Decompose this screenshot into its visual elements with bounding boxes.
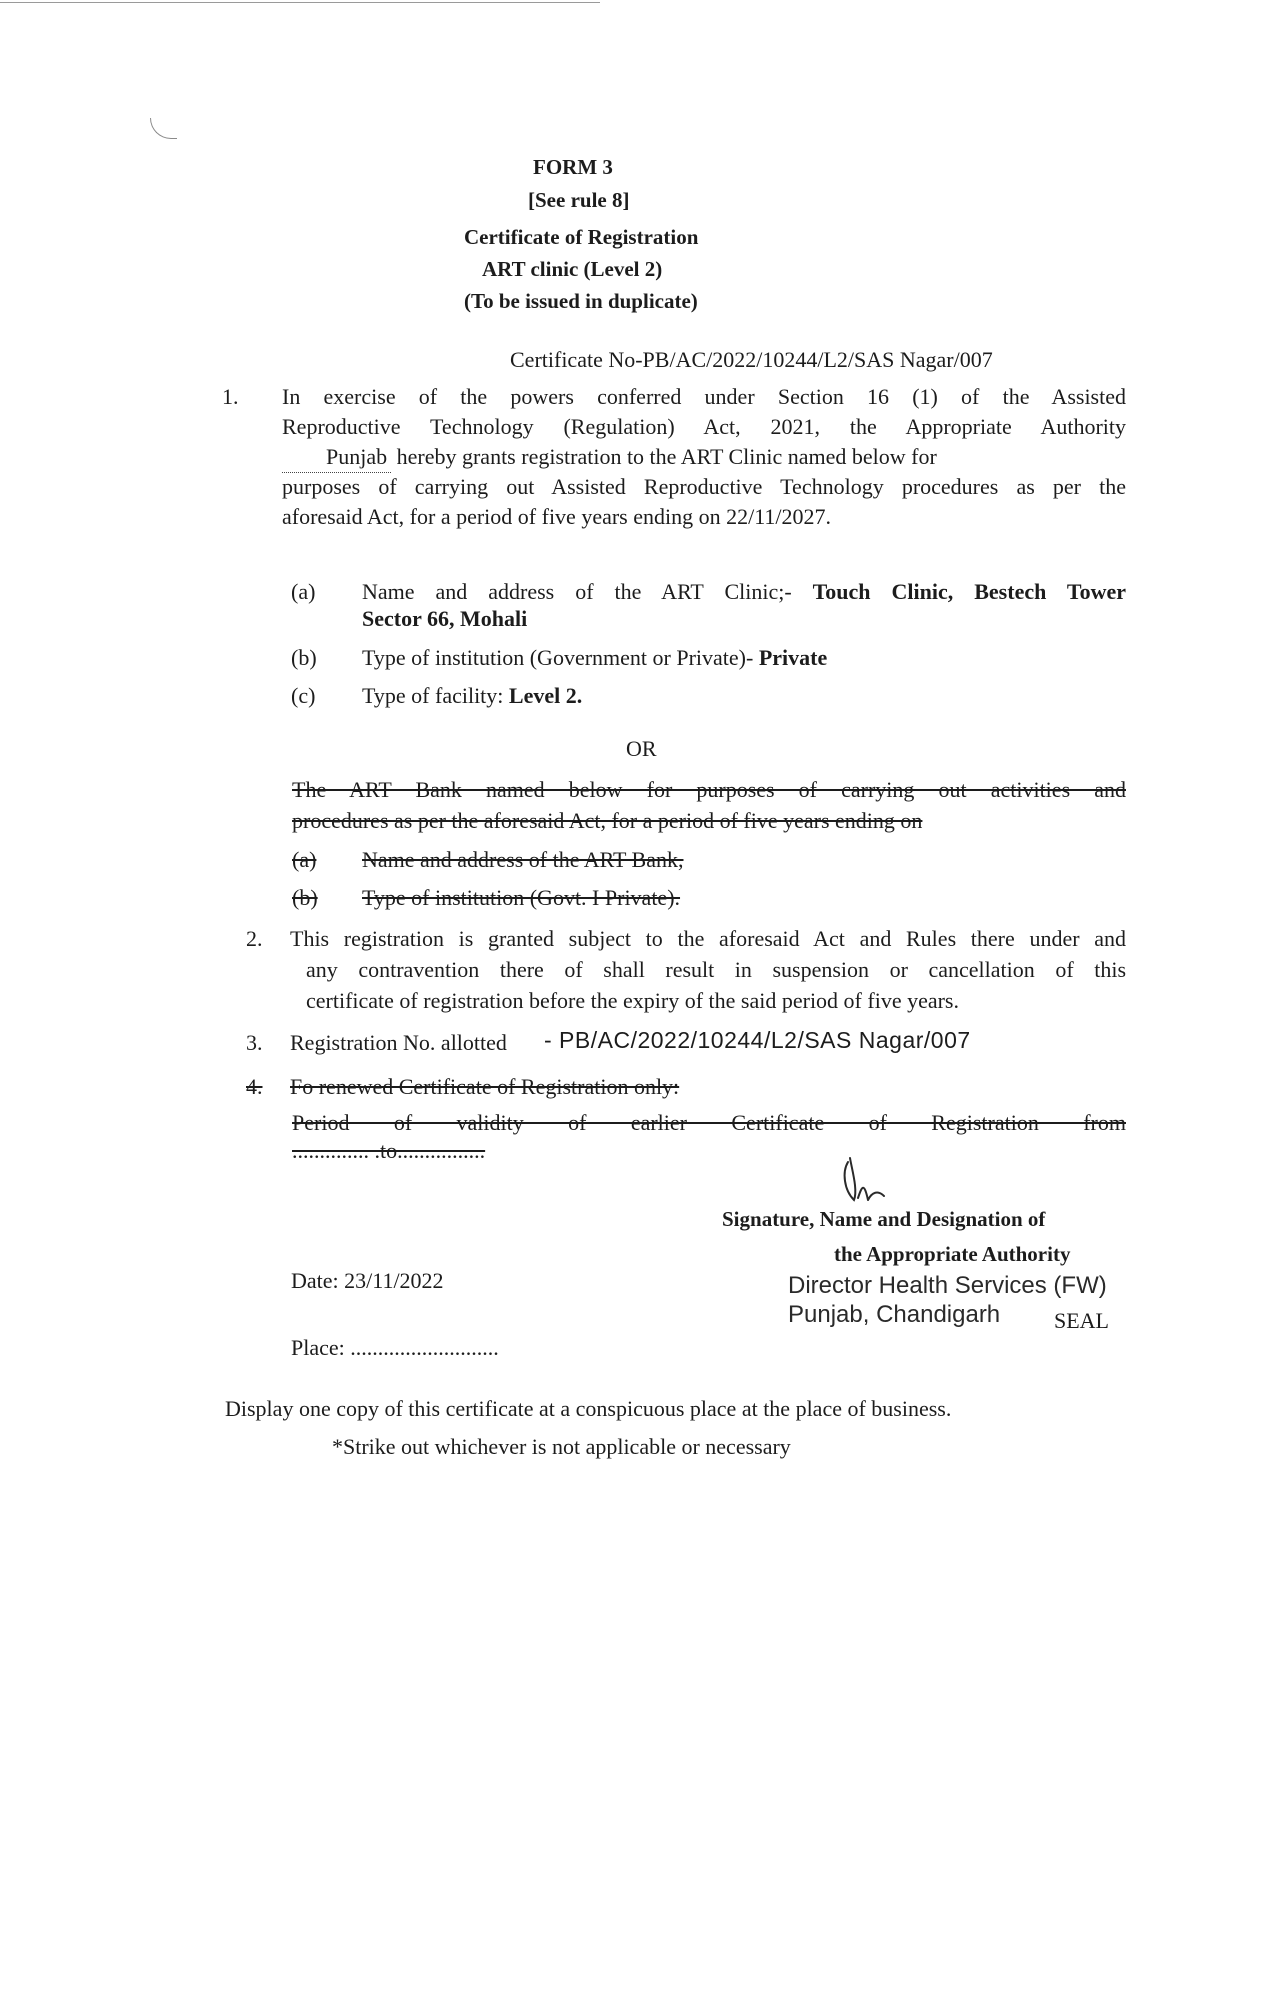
registration-number: - PB/AC/2022/10244/L2/SAS Nagar/007 <box>544 1027 971 1053</box>
para1-line4: purposes of carrying out Assisted Reproductive Technology procedures as per the <box>282 474 1126 499</box>
para4-number: 4. <box>246 1074 263 1099</box>
bank-item-a-text: Name and address of the ART Bank, <box>362 847 684 872</box>
item-c-description: Type of facility: <box>362 683 509 708</box>
item-a-description: Name and address of the ART Clinic;- <box>362 579 813 604</box>
item-b-description: Type of institution (Government or Private)- <box>362 645 759 670</box>
scan-mark <box>150 118 177 139</box>
para2-line1: This registration is granted subject to the aforesaid Act and Rules there under and <box>290 926 1126 951</box>
para1-line3-rest: hereby grants registration to the ART Clinic named below for <box>396 444 937 469</box>
issue-date: Date: 23/11/2022 <box>291 1268 444 1293</box>
para4-line3: .............. .to................ <box>292 1138 486 1163</box>
duplicate-note: (To be issued in duplicate) <box>464 289 698 313</box>
signature-line2: the Appropriate Authority <box>834 1242 1071 1266</box>
bank-line1: The ART Bank named below for purposes of carrying out activities and <box>292 777 1126 802</box>
para1-line5: aforesaid Act, for a period of five years ending on 22/11/2027. <box>282 504 832 529</box>
para3-number: 3. <box>246 1030 263 1055</box>
signature-line1: Signature, Name and Designation of <box>722 1207 1046 1231</box>
bank-item-a-label: (a) <box>292 847 317 872</box>
strike-note: *Strike out whichever is not applicable or necessary <box>332 1434 791 1459</box>
item-a-text <box>362 577 1126 607</box>
seal-label: SEAL <box>1054 1308 1109 1333</box>
item-c-text <box>362 681 582 711</box>
form-number: FORM 3 <box>533 155 613 179</box>
bank-line2: procedures as per the aforesaid Act, for a period of five years ending on <box>292 808 923 833</box>
bank-item-b-label: (b) <box>292 885 318 910</box>
handwritten-signature <box>838 1142 908 1212</box>
certificate-number: Certificate No-PB/AC/2022/10244/L2/SAS Nagar/007 <box>510 347 993 372</box>
item-c-label: (c) <box>291 683 316 708</box>
place-line: Place: ........................... <box>291 1335 499 1360</box>
item-a-label: (a) <box>291 579 316 604</box>
para2-number: 2. <box>246 926 263 951</box>
institution-type: Private <box>758 645 828 670</box>
item-b-text <box>362 643 827 673</box>
document-subtitle: ART clinic (Level 2) <box>482 257 663 281</box>
para4-line2: Period of validity of earlier Certificate of Registration from <box>292 1110 1126 1135</box>
facility-type: Level 2. <box>508 683 583 708</box>
scan-top-line <box>0 2 600 3</box>
para2-line2: any contravention there of shall result in suspension or cancellation of this <box>306 957 1126 982</box>
appropriate-authority-name: Punjab <box>282 442 391 473</box>
clinic-address: Sector 66, Mohali <box>362 606 528 631</box>
para1-line3 <box>282 442 937 473</box>
para2-line3: certificate of registration before the expiry of the said period of five years. <box>306 988 959 1013</box>
authority-stamp-line2: Punjab, Chandigarh <box>788 1301 1001 1328</box>
bank-item-b-text: Type of institution (Govt. I Private). <box>362 885 681 910</box>
display-note: Display one copy of this certificate at a conspicuous place at the place of business. <box>225 1396 952 1421</box>
para4-line1: Fo renewed Certificate of Registration only: <box>290 1074 680 1099</box>
rule-reference: [See rule 8] <box>528 188 630 212</box>
para1-line2: Reproductive Technology (Regulation) Act, 2021, the Appropriate Authority <box>282 414 1126 439</box>
para1-line1: In exercise of the powers conferred under Section 16 (1) of the Assisted <box>282 384 1126 409</box>
para3-label: Registration No. allotted <box>290 1030 507 1055</box>
clinic-name: Touch Clinic, Bestech Tower <box>812 579 1126 604</box>
document-title: Certificate of Registration <box>464 225 699 249</box>
item-b-label: (b) <box>291 645 317 670</box>
para1-number: 1. <box>222 384 239 409</box>
authority-stamp-line1: Director Health Services (FW) <box>788 1272 1107 1299</box>
or-separator: OR <box>626 736 657 761</box>
